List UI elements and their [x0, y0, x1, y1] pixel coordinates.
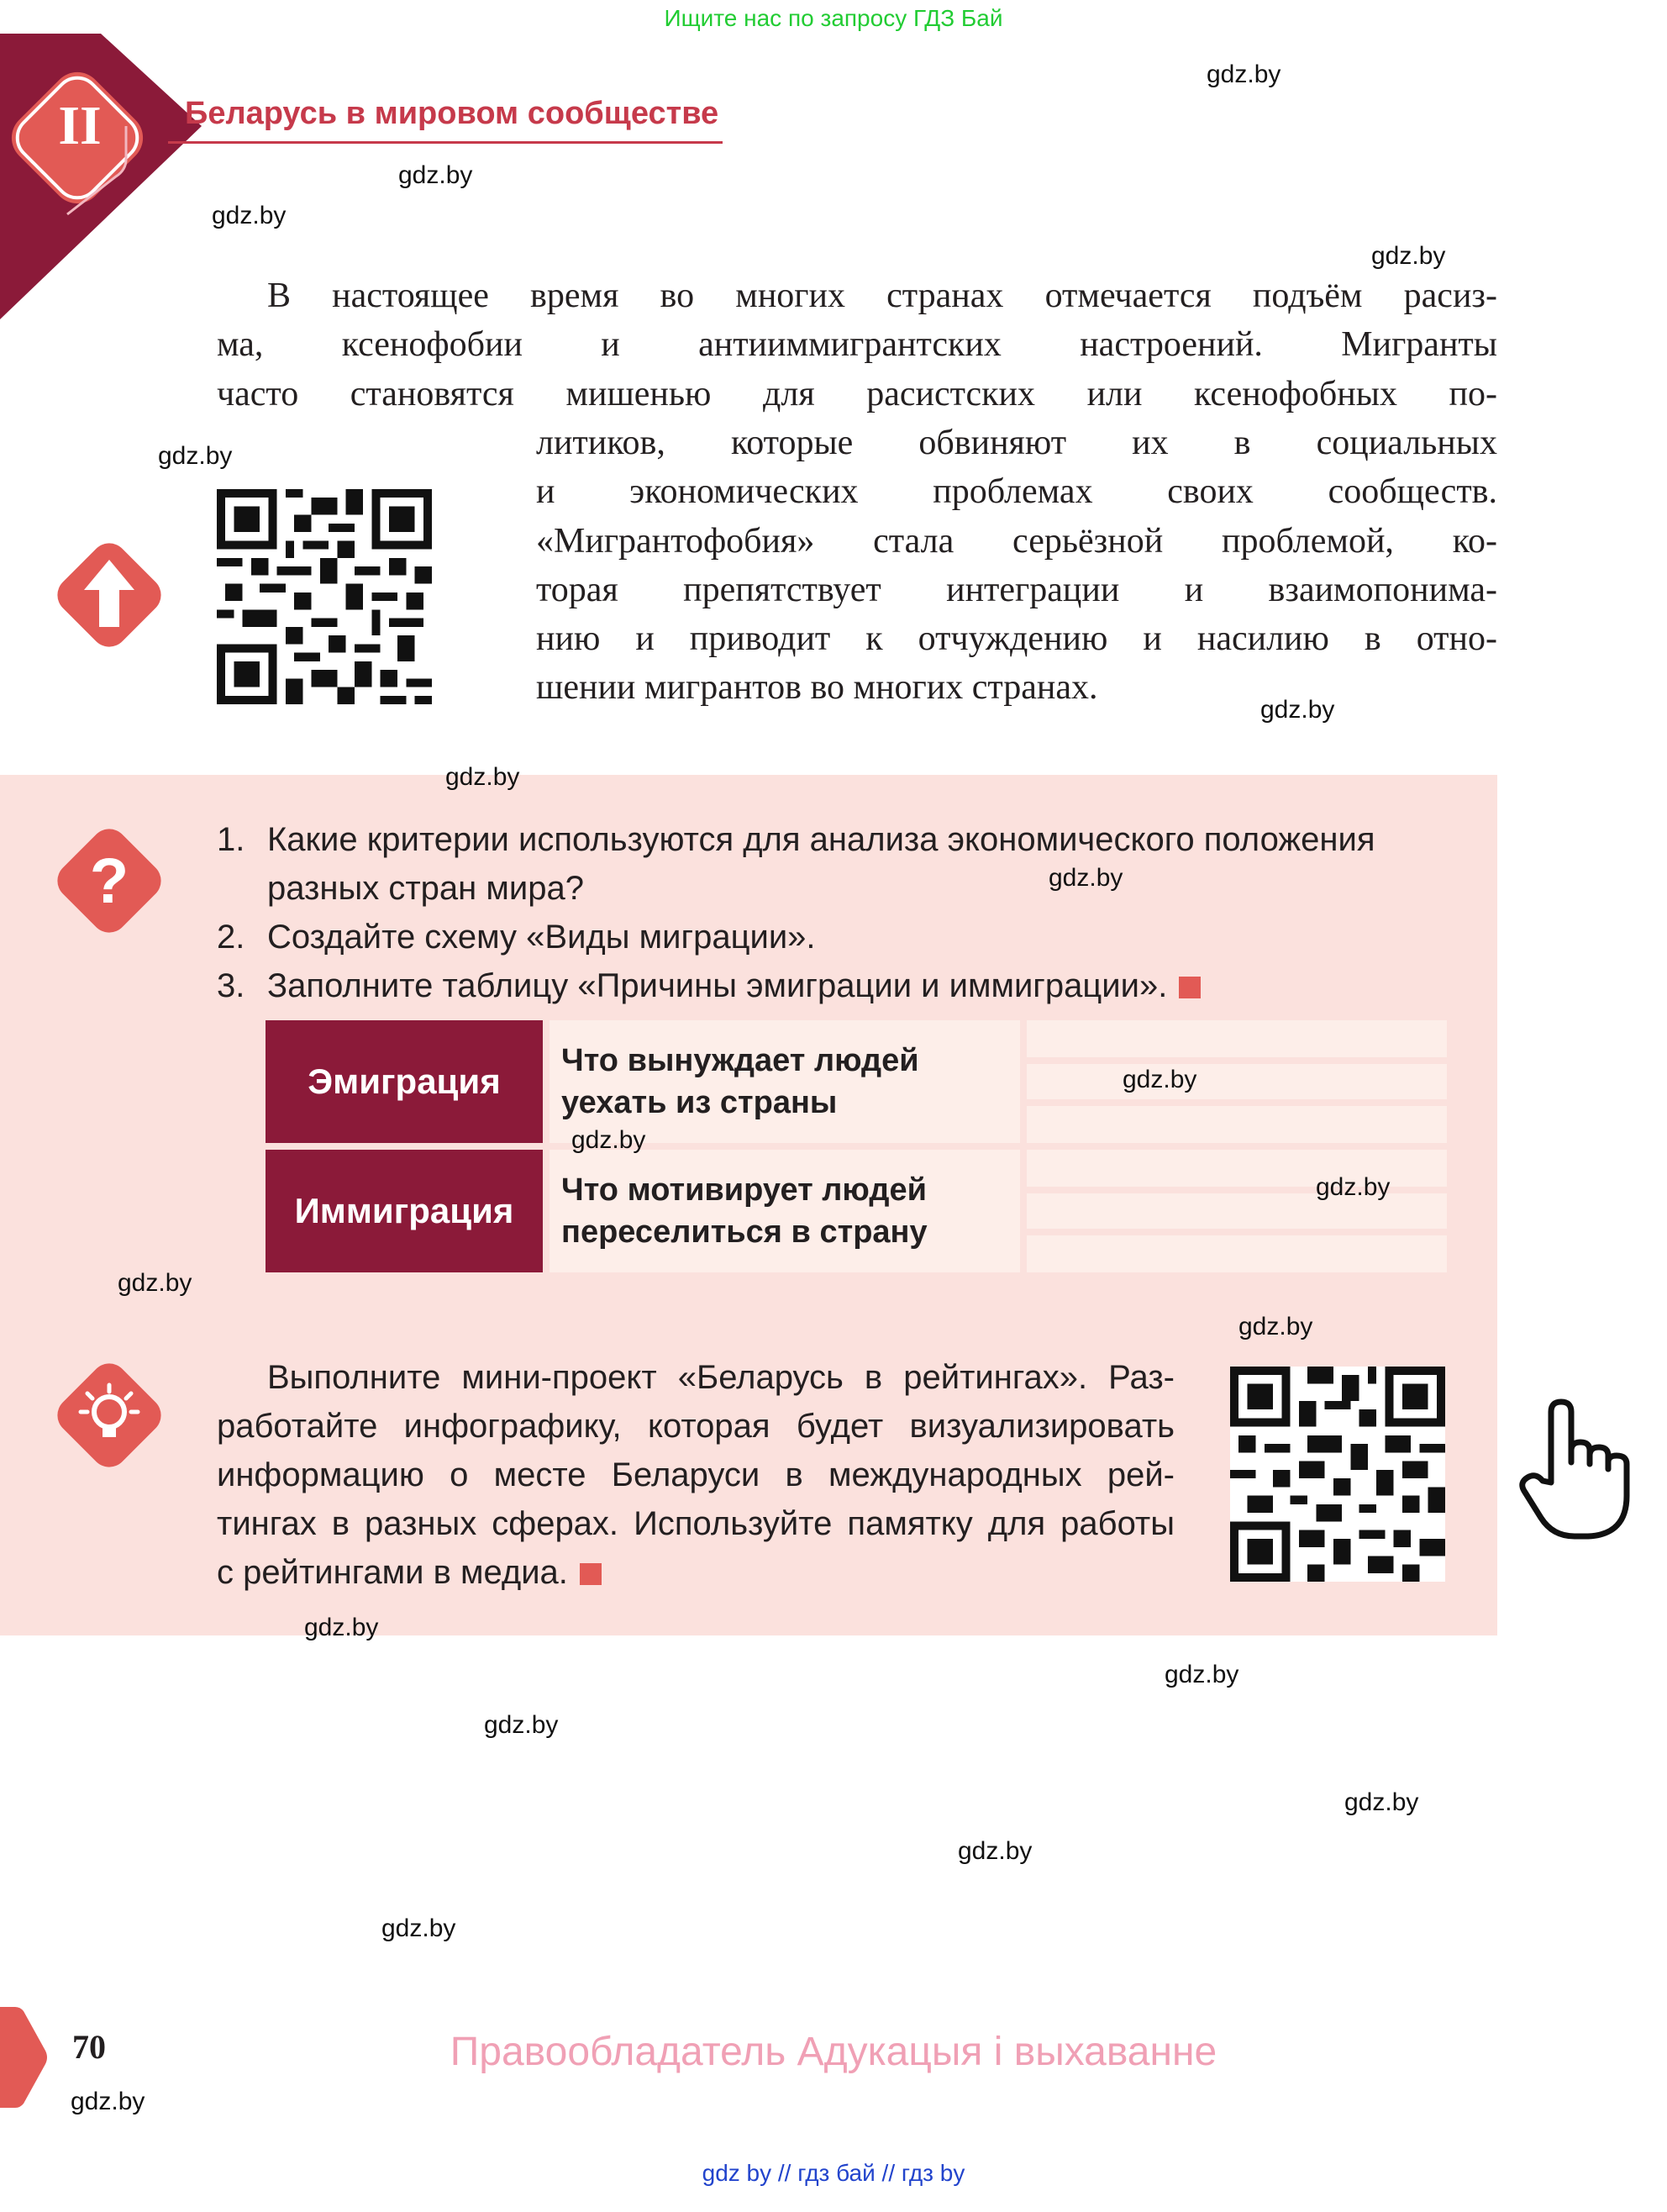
question-number: 2. — [217, 919, 245, 956]
question-number: 3. — [217, 967, 245, 1004]
chapter-title-underline — [168, 141, 723, 144]
watermark: gdz.by — [381, 1914, 456, 1942]
watermark: gdz.by — [484, 1711, 559, 1739]
table-head-emigration: Эмиграция — [266, 1020, 543, 1143]
intro-paragraph-continued — [536, 419, 1497, 713]
watermark: gdz.by — [304, 1614, 379, 1641]
qr-code-icon[interactable] — [217, 489, 432, 704]
chapter-title: Беларусь в мировом сообществе — [185, 96, 719, 131]
paragraph-line: часто становятся мишенью для расистских или ксенофобных по- — [217, 374, 1497, 413]
top-banner[interactable]: Ищите нас по запросу ГДЗ Бай — [664, 5, 1003, 31]
question-text: Создайте схему «Виды миграции». — [267, 919, 816, 956]
page-number: 70 — [72, 2028, 106, 2066]
paragraph-line: ма, ксенофобии и антииммигрантских настроений. Мигранты — [217, 325, 1497, 365]
mini-project-text — [217, 1353, 1175, 1597]
question-text: разных стран мира? — [267, 870, 584, 907]
watermark: gdz.by — [1344, 1788, 1419, 1816]
paragraph-line: торая препятствует интеграции и взаимопонима- — [536, 570, 1497, 609]
watermark: gdz.by — [1371, 242, 1446, 270]
table-desc-line: Что мотивирует людей — [561, 1172, 927, 1208]
rights-holder: Правообладатель Адукацыя і выхаванне — [450, 2030, 1217, 2074]
end-marker-icon — [1179, 977, 1201, 998]
table-answer-cell[interactable] — [1027, 1064, 1447, 1099]
watermark: gdz.by — [958, 1837, 1033, 1865]
question-number: 1. — [217, 821, 245, 858]
watermark: gdz.by — [1165, 1661, 1239, 1688]
footer-links[interactable]: gdz by // гдз бай // гдз by — [702, 2160, 965, 2186]
paragraph-line: нию и приводит к отчуждению и насилию в отно- — [536, 619, 1497, 659]
watermark: gdz.by — [71, 2088, 145, 2115]
intro-paragraph — [217, 271, 1497, 419]
table-head-immigration: Иммиграция — [266, 1150, 543, 1272]
watermark: gdz.by — [118, 1269, 192, 1297]
project-line: работайте инфографику, которая будет визуализировать — [217, 1408, 1175, 1445]
table-answer-cell[interactable] — [1027, 1235, 1447, 1272]
arrow-up-icon — [47, 533, 171, 657]
qr-code-icon[interactable] — [1230, 1367, 1445, 1582]
watermark: gdz.by — [1123, 1066, 1197, 1093]
table-desc-line: переселиться в страну — [561, 1214, 928, 1250]
table-desc-line: уехать из страны — [561, 1085, 838, 1120]
question-icon — [47, 819, 171, 943]
project-line: информацию о месте Беларуси в международных рей- — [217, 1456, 1175, 1493]
project-line: тингах в разных сферах. Используйте памятку для работы — [217, 1505, 1175, 1542]
watermark: gdz.by — [1316, 1173, 1391, 1201]
table-desc-line: Что вынуждает людей — [561, 1043, 919, 1078]
svg-text:?: ? — [89, 845, 129, 917]
watermark: gdz.by — [158, 442, 233, 470]
paragraph-line: и экономических проблемах своих сообществ. — [536, 472, 1497, 512]
watermark: gdz.by — [1238, 1313, 1313, 1340]
paragraph-line: литиков, которые обвиняют их в социальных — [536, 424, 1497, 462]
chapter-corner-decoration — [0, 34, 202, 319]
watermark: gdz.by — [571, 1126, 646, 1154]
watermark: gdz.by — [398, 161, 473, 189]
watermark: gdz.by — [1049, 864, 1123, 892]
paragraph-line: В настоящее время во многих странах отмечается подъём расиз- — [267, 276, 1497, 315]
question-item — [217, 913, 1375, 961]
chapter-numeral: II — [58, 95, 102, 156]
project-line — [217, 1548, 1175, 1597]
table-desc-immigration — [550, 1150, 1020, 1272]
question-text: Заполните таблицу «Причины эмиграции и иммиграции». — [267, 967, 1168, 1004]
table-answer-cell[interactable] — [1027, 1020, 1447, 1057]
migration-table — [266, 1020, 1447, 1272]
watermark: gdz.by — [212, 202, 287, 229]
watermark: gdz.by — [445, 763, 520, 791]
end-marker-icon — [580, 1563, 602, 1585]
project-line-text: с рейтингами в медиа. — [217, 1554, 568, 1591]
question-item — [217, 961, 1375, 1010]
project-line: Выполните мини-проект «Беларусь в рейтингах». Раз- — [267, 1359, 1175, 1396]
paragraph-line: шении мигрантов во многих странах. — [536, 668, 1098, 708]
watermark: gdz.by — [1207, 61, 1281, 88]
question-item — [217, 815, 1375, 913]
pointing-hand-icon — [1516, 1395, 1635, 1543]
table-answer-cell[interactable] — [1027, 1106, 1447, 1143]
lightbulb-icon — [47, 1353, 171, 1477]
paragraph-line: «Мигрантофобия» стала серьёзной проблемой, ко- — [536, 521, 1497, 561]
question-text: Какие критерии используются для анализа экономического положения — [267, 821, 1375, 858]
questions-list — [217, 815, 1375, 1010]
watermark: gdz.by — [1260, 696, 1335, 724]
table-desc-emigration — [550, 1020, 1020, 1143]
